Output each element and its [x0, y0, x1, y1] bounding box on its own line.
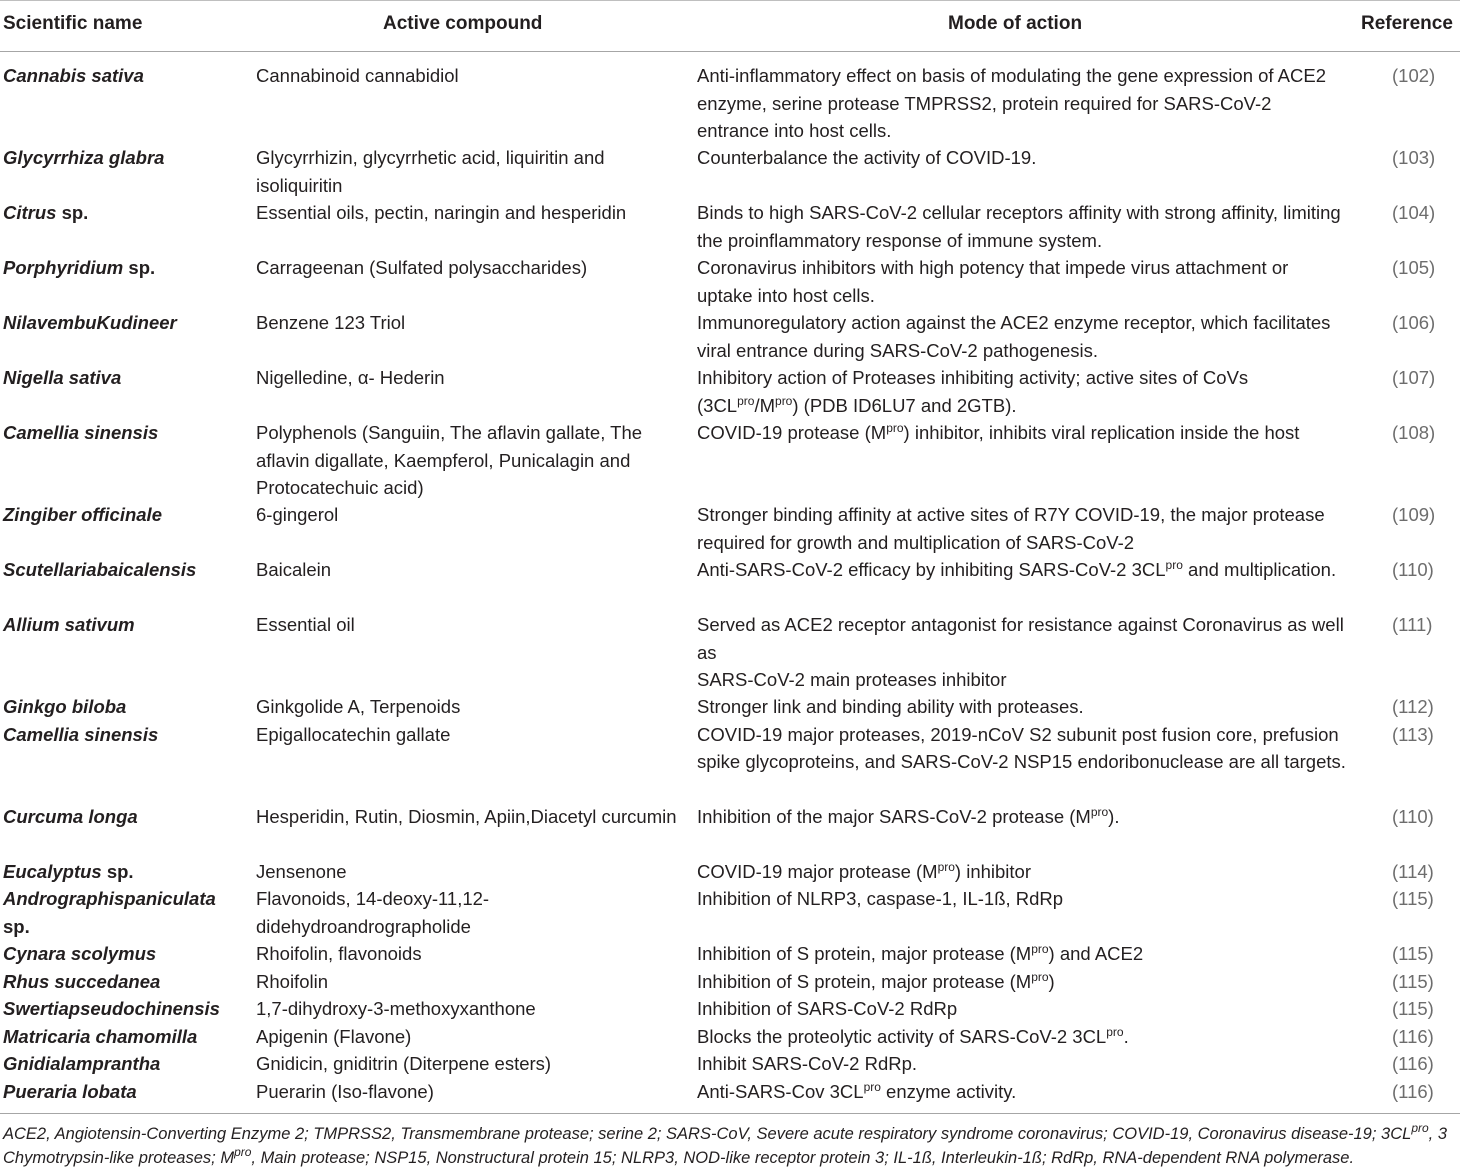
- active-compound: 1,7-dihydroxy-3-methoxyxanthone: [256, 998, 536, 1019]
- scientific-name: Andrographispaniculata sp.: [3, 888, 216, 937]
- table-row: [0, 556, 1460, 611]
- mode-of-action: Immunoregulatory action against the ACE2 enzyme receptor, which facilitates viral entrance during SARS-CoV-2 pathogenesis.: [697, 312, 1331, 361]
- table-row: [0, 309, 1460, 364]
- scientific-name: Scutellariabaicalensis: [3, 559, 197, 580]
- active-compound: Cannabinoid cannabidiol: [256, 65, 459, 86]
- mode-of-action: Inhibition of the major SARS-CoV-2 protease $(M^{pro})$.: [697, 804, 1120, 827]
- scientific-name: Pueraria lobata: [3, 1080, 137, 1102]
- footer-rule: [0, 1113, 1460, 1114]
- reference-link[interactable]: (112): [1392, 696, 1434, 717]
- scientific-name: Porphyridium sp.: [3, 257, 156, 278]
- mode-of-action: COVID-19 protease $(M^{pro})$ inhibitor, inhibits viral replication inside the host: [697, 421, 1300, 443]
- scientific-name: Allium sativum: [3, 614, 135, 635]
- mode-of-action: Inhibit SARS-CoV-2 RdRp.: [697, 1053, 918, 1074]
- top-rule: [0, 0, 1460, 1]
- mode-of-action: Counterbalance the activity of COVID-19.: [697, 147, 1037, 168]
- reference-link[interactable]: (113): [1392, 723, 1434, 745]
- table-row: [0, 1023, 1460, 1051]
- table-row: [0, 885, 1460, 940]
- scientific-name: Glycyrrhiza glabra: [3, 147, 165, 168]
- mode-of-action: Anti-inflammatory effect on basis of modulating the gene expression of ACE2 enzyme, serine protease TMPRSS2, protein required for SARS-CoV-2 entrance into host cells.: [697, 65, 1327, 141]
- table-row: [0, 62, 1460, 144]
- scientific-name: Cynara scolymus: [3, 943, 157, 964]
- header-mode-of-action: Mode of action: [948, 13, 1083, 34]
- reference-link[interactable]: (104): [1392, 202, 1436, 223]
- reference-link[interactable]: (111): [1392, 614, 1433, 635]
- active-compound: 6-gingerol: [256, 504, 339, 525]
- mode-of-action: Inhibition of S protein, major protease $(M^{pro})$ and ACE2: [697, 942, 1144, 964]
- mode-of-action: Coronavirus inhibitors with high potency that impede virus attachment or uptake into host cells.: [697, 257, 1289, 306]
- table-row: [0, 611, 1460, 693]
- reference-link[interactable]: (107): [1392, 367, 1436, 388]
- table-row: [0, 940, 1460, 968]
- header-scientific-name: Scientific name: [3, 13, 143, 34]
- reference-link[interactable]: (115): [1392, 888, 1434, 909]
- active-compound: Benzene 123 Triol: [256, 312, 406, 333]
- mode-of-action: Blocks the proteolytic activity of SARS-CoV-2 $3CL^{pro}$.: [697, 1024, 1129, 1047]
- scientific-name: Zingiber officinale: [3, 504, 162, 525]
- mode-of-action: Anti-SARS-CoV-2 efficacy by inhibiting SARS-CoV-2 $3CL^{pro}$ and multiplication.: [697, 558, 1337, 580]
- table-row: [0, 858, 1460, 886]
- active-compound: Epigallocatechin gallate: [256, 723, 451, 745]
- reference-link[interactable]: (110): [1392, 805, 1434, 827]
- table-row: [0, 803, 1460, 858]
- table-header: [0, 13, 1460, 43]
- active-compound: Ginkgolide A, Terpenoids: [256, 696, 461, 717]
- scientific-name: Swertiapseudochinensis: [3, 998, 220, 1019]
- table-row: [0, 1050, 1460, 1078]
- active-compound: Puerarin (Iso-flavone): [256, 1080, 434, 1102]
- reference-link[interactable]: (115): [1392, 970, 1434, 992]
- reference-link[interactable]: (102): [1392, 65, 1436, 86]
- active-compound: Jensenone: [256, 860, 347, 882]
- scientific-name: Gnidialamprantha: [3, 1053, 161, 1074]
- active-compound: Polyphenols (Sanguiin, The aflavin gallate, The aflavin digallate, Kaempferol, Punicalagin and Protocatechuic acid): [256, 422, 643, 498]
- scientific-name: Rhus succedanea: [3, 970, 161, 992]
- mode-of-action: Anti-SARS-Cov $3CL^{pro}$ enzyme activity.: [697, 1079, 1017, 1102]
- active-compound: Essential oil: [256, 614, 355, 635]
- mode-of-action: Served as ACE2 receptor antagonist for resistance against Coronavirus as well as SARS-CoV-2 main proteases inhibitor: [697, 614, 1344, 690]
- table-row: [0, 501, 1460, 556]
- mode-of-action: Inhibition of SARS-CoV-2 RdRp: [697, 998, 958, 1019]
- table-body: [0, 62, 1460, 1105]
- header-active-compound: Active compound: [383, 13, 543, 34]
- mode-of-action: COVID-19 major protease $(M^{pro})$ inhibitor: [697, 859, 1032, 882]
- table-row: [0, 721, 1460, 803]
- mode-of-action: Stronger link and binding ability with proteases.: [697, 696, 1084, 717]
- reference-link[interactable]: (116): [1392, 1025, 1434, 1047]
- scientific-name: Matricaria chamomilla: [3, 1025, 198, 1047]
- scientific-name: Ginkgo biloba: [3, 696, 127, 717]
- table-row: [0, 144, 1460, 199]
- scientific-name: Citrus sp.: [3, 202, 89, 223]
- reference-link[interactable]: (103): [1392, 147, 1436, 168]
- active-compound: Nigelledine, α- Hederin: [256, 367, 445, 388]
- table-row: [0, 254, 1460, 309]
- reference-link[interactable]: (106): [1392, 312, 1436, 333]
- active-compound: Apigenin (Flavone): [256, 1025, 412, 1047]
- scientific-name: Cannabis sativa: [3, 65, 144, 86]
- active-compound: Carrageenan (Sulfated polysaccharides): [256, 257, 588, 278]
- active-compound: Hesperidin, Rutin, Diosmin, Apiin,Diacetyl curcumin: [256, 805, 677, 827]
- header-rule: [0, 51, 1460, 52]
- mode-of-action: COVID-19 major proteases, 2019-nCoV S2 subunit post fusion core, prefusion spike glycoproteins, and SARS-CoV-2 NSP15 endoribonuclease are all targets.: [697, 723, 1346, 772]
- reference-link[interactable]: (108): [1392, 422, 1436, 443]
- mode-of-action: Inhibitory action of Proteases inhibiting activity; active sites of CoVs $(3CL^{pro}/M^{pro})$ (PDB ID6LU7 and 2GTB).: [697, 367, 1249, 416]
- active-compound: Rhoifolin: [256, 970, 328, 992]
- table-row: [0, 419, 1460, 501]
- reference-link[interactable]: (114): [1392, 860, 1434, 882]
- active-compound: Flavonoids, 14-deoxy-11,12-didehydroandrographolide: [256, 888, 490, 937]
- mode-of-action: Inhibition of S protein, major protease $(M^{pro})$: [697, 969, 1055, 992]
- scientific-name: Curcuma longa: [3, 805, 138, 827]
- active-compound: Essential oils, pectin, naringin and hesperidin: [256, 202, 627, 223]
- active-compound: Rhoifolin, flavonoids: [256, 943, 422, 964]
- scientific-name: Nigella sativa: [3, 367, 122, 388]
- scientific-name: Camellia sinensis: [3, 723, 159, 745]
- scientific-name: Camellia sinensis: [3, 422, 159, 443]
- table-row: [0, 1078, 1460, 1106]
- table-row: [0, 968, 1460, 996]
- mode-of-action: Inhibition of NLRP3, caspase-1, IL-1ß, RdRp: [697, 888, 1064, 909]
- reference-link[interactable]: (115): [1392, 943, 1434, 964]
- reference-link[interactable]: (116): [1392, 1053, 1434, 1074]
- table-footnote: ACE2, Angiotensin-Converting Enzyme 2; TMPRSS2, Transmembrane protease; serine 2; SARS-CoV, Severe acute respiratory syndrome coronavirus; COVID-19, Coronavirus disease-19; $3CL^{pro}$, 3 Chymotrypsin-like proteases; $M^{pro}$, Main protease; NSP15, Nonstructural protein 15; NLRP3, NOD-like receptor protein 3; IL-1ß, Interleukin-1ß; RdRp, RNA-dependent RNA polymerase.: [3, 1121, 1448, 1167]
- active-compound: Glycyrrhizin, glycyrrhetic acid, liquiritin and isoliquiritin: [256, 147, 605, 196]
- reference-link[interactable]: (115): [1392, 998, 1434, 1019]
- reference-link[interactable]: (116): [1392, 1080, 1434, 1102]
- table-row: [0, 364, 1460, 419]
- reference-link[interactable]: (110): [1392, 559, 1434, 580]
- active-compound: Baicalein: [256, 559, 332, 580]
- header-reference: Reference: [1361, 13, 1453, 34]
- reference-link[interactable]: (105): [1392, 257, 1436, 278]
- active-compound: Gnidicin, gniditrin (Diterpene esters): [256, 1053, 552, 1074]
- table-row: [0, 693, 1460, 721]
- mode-of-action: Stronger binding affinity at active sites of R7Y COVID-19, the major protease required for growth and multiplication of SARS-CoV-2: [697, 504, 1325, 553]
- reference-link[interactable]: (109): [1392, 504, 1436, 525]
- table-row: [0, 995, 1460, 1023]
- table-row: [0, 199, 1460, 254]
- scientific-name: Eucalyptus sp.: [3, 860, 134, 882]
- scientific-name: NilavembuKudineer: [3, 312, 177, 333]
- mode-of-action: Binds to high SARS-CoV-2 cellular receptors affinity with strong affinity, limiting the proinflammatory response of immune system.: [697, 202, 1341, 251]
